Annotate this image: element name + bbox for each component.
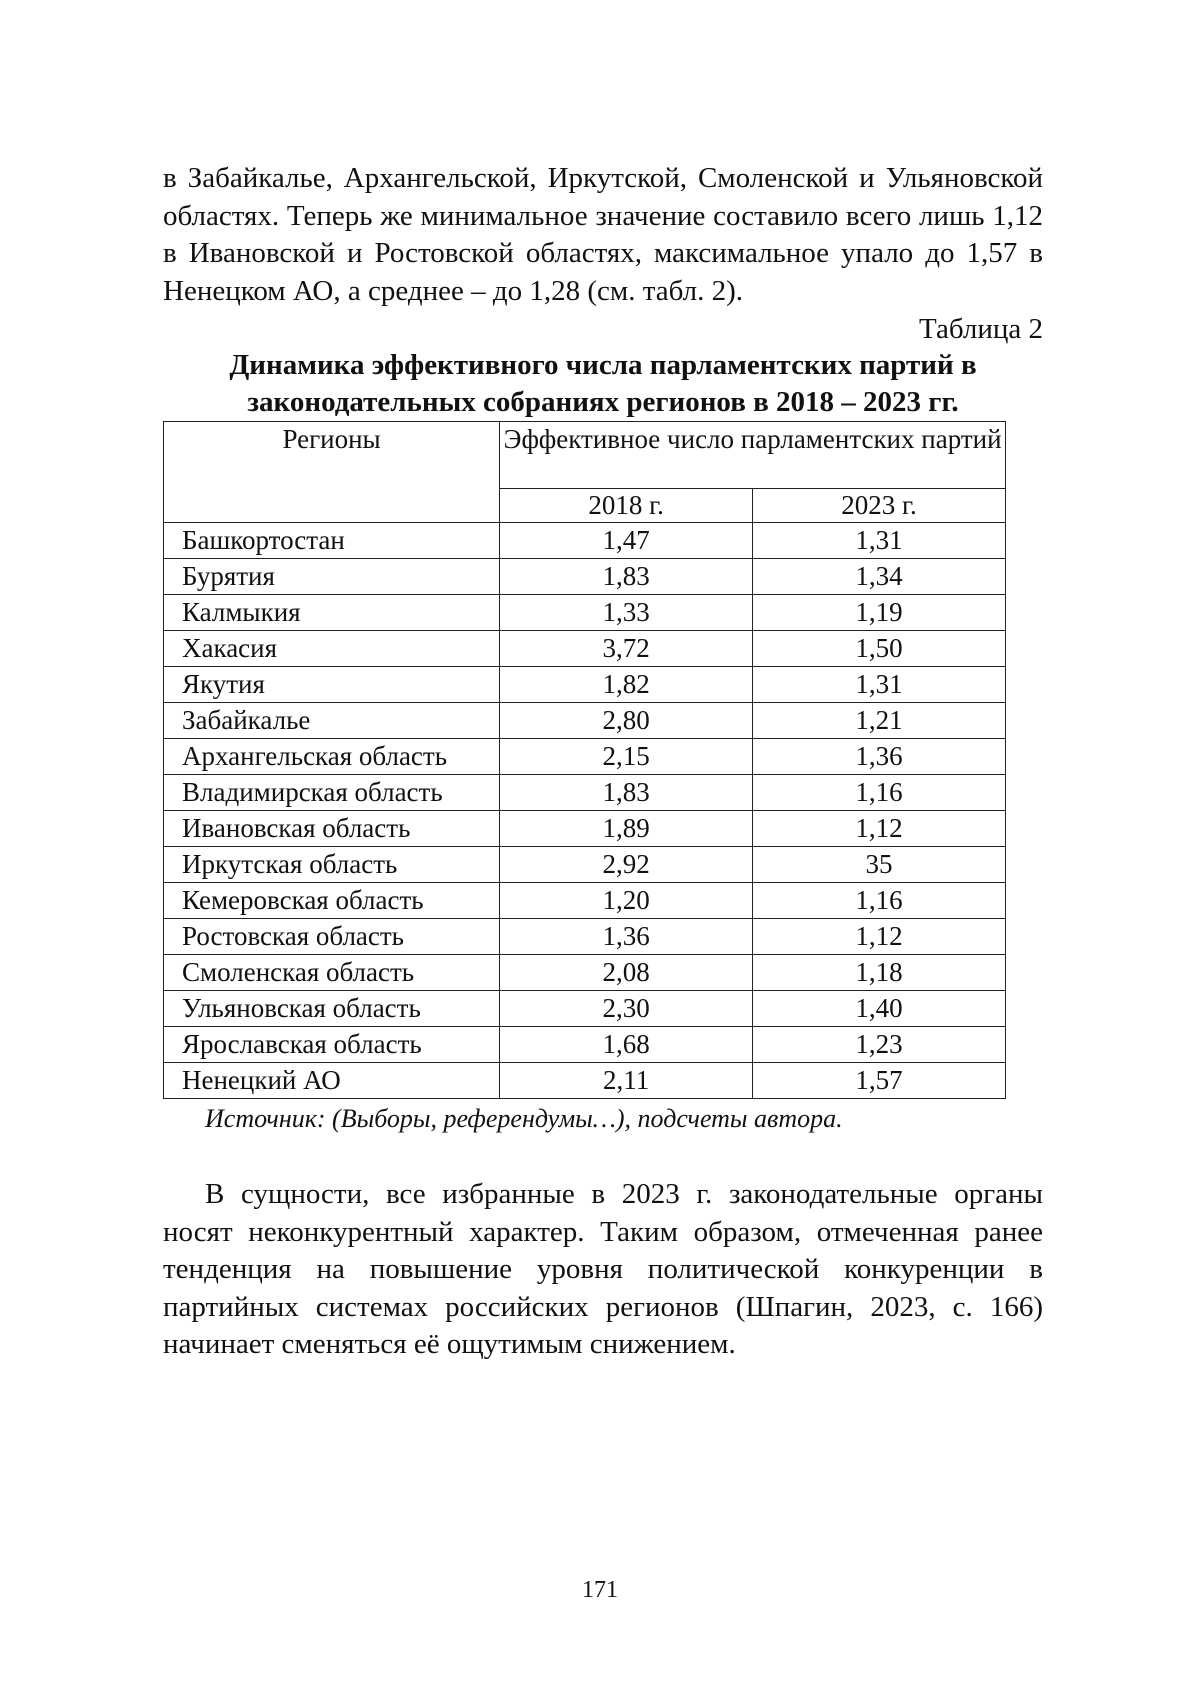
table-row — [164, 667, 1006, 703]
header-effective-number: Эффективное число парламентских партий — [500, 422, 1006, 489]
cell-value-2023: 1,18 — [753, 955, 1006, 991]
cell-region: Смоленская область — [164, 955, 500, 991]
cell-value-2023: 1,40 — [753, 991, 1006, 1027]
cell-value-2023: 1,12 — [753, 811, 1006, 847]
cell-value-2018: 2,92 — [500, 847, 753, 883]
closing-paragraph: В сущности, все избранные в 2023 г. законодательные органы носят неконкурентный характер. Таким образом, отмеченная ранее тенденция на повышение уровня политической конкуренции в партийных системах российских регионов (Шпагин, 2023, с. 166) начинает сменяться её ощутимым снижением. — [163, 1178, 1043, 1360]
cell-value-2018: 1,36 — [500, 919, 753, 955]
cell-value-2023: 1,21 — [753, 703, 1006, 739]
cell-value-2023: 1,31 — [753, 667, 1006, 703]
header-regions: Регионы — [164, 422, 500, 523]
cell-value-2018: 2,15 — [500, 739, 753, 775]
cell-value-2023: 1,31 — [753, 523, 1006, 559]
cell-value-2023: 1,50 — [753, 631, 1006, 667]
cell-value-2018: 1,83 — [500, 775, 753, 811]
table-label: Таблица 2 — [918, 313, 1043, 345]
table-row — [164, 595, 1006, 631]
cell-region: Кемеровская область — [164, 883, 500, 919]
cell-region: Бурятия — [164, 559, 500, 595]
page-number: 171 — [582, 1577, 618, 1603]
cell-region: Ненецкий АО — [164, 1063, 500, 1099]
cell-region: Ивановская область — [164, 811, 500, 847]
table-row — [164, 991, 1006, 1027]
cell-value-2018: 1,20 — [500, 883, 753, 919]
cell-region: Калмыкия — [164, 595, 500, 631]
cell-value-2023: 1,23 — [753, 1027, 1006, 1063]
cell-region: Забайкалье — [164, 703, 500, 739]
table-header-row — [164, 422, 1006, 489]
header-year-2018: 2018 г. — [500, 489, 753, 523]
cell-value-2018: 2,30 — [500, 991, 753, 1027]
table-row — [164, 919, 1006, 955]
table-row — [164, 775, 1006, 811]
cell-region: Хакасия — [164, 631, 500, 667]
cell-value-2018: 1,83 — [500, 559, 753, 595]
cell-value-2018: 2,11 — [500, 1063, 753, 1099]
table-row — [164, 1063, 1006, 1099]
table-source: Источник: (Выборы, референдумы…), подсчеты автора. — [205, 1104, 843, 1133]
cell-value-2023: 1,16 — [753, 775, 1006, 811]
table-row — [164, 883, 1006, 919]
cell-region: Архангельская область — [164, 739, 500, 775]
cell-value-2018: 1,89 — [500, 811, 753, 847]
cell-region: Ростовская область — [164, 919, 500, 955]
cell-region: Ярославская область — [164, 1027, 500, 1063]
cell-value-2023: 1,19 — [753, 595, 1006, 631]
table-row — [164, 703, 1006, 739]
cell-value-2018: 1,47 — [500, 523, 753, 559]
cell-region: Ульяновская область — [164, 991, 500, 1027]
table-row — [164, 955, 1006, 991]
header-year-2023: 2023 г. — [753, 489, 1006, 523]
table-row — [164, 739, 1006, 775]
cell-region: Якутия — [164, 667, 500, 703]
intro-paragraph: в Забайкалье, Архангельской, Иркутской, Смоленской и Ульяновской областях. Теперь же минимальное значение составило всего лишь 1,12 в Ивановской и Ростовской областях, максимальное упало до 1,57 в Ненецком АО, а среднее – до 1,28 (см. табл. 2). — [163, 162, 1043, 307]
cell-value-2023: 1,57 — [753, 1063, 1006, 1099]
table-row — [164, 523, 1006, 559]
cell-value-2023: 1,16 — [753, 883, 1006, 919]
table-row — [164, 811, 1006, 847]
cell-value-2018: 1,33 — [500, 595, 753, 631]
cell-value-2018: 1,68 — [500, 1027, 753, 1063]
cell-value-2018: 1,82 — [500, 667, 753, 703]
cell-value-2018: 2,08 — [500, 955, 753, 991]
table-row — [164, 559, 1006, 595]
table-row — [164, 1027, 1006, 1063]
cell-value-2018: 3,72 — [500, 631, 753, 667]
table-title: Динамика эффективного числа парламентских партий в законодательных собраниях регионов в 2018 – 2023 гг. — [229, 349, 977, 418]
cell-value-2023: 1,34 — [753, 559, 1006, 595]
cell-value-2023: 35 — [753, 847, 1006, 883]
cell-region: Владимирская область — [164, 775, 500, 811]
page-content — [163, 160, 1043, 1364]
cell-value-2018: 2,80 — [500, 703, 753, 739]
table-row — [164, 847, 1006, 883]
cell-region: Иркутская область — [164, 847, 500, 883]
cell-value-2023: 1,12 — [753, 919, 1006, 955]
cell-region: Башкортостан — [164, 523, 500, 559]
data-table — [163, 421, 1006, 1099]
cell-value-2023: 1,36 — [753, 739, 1006, 775]
table-row — [164, 631, 1006, 667]
